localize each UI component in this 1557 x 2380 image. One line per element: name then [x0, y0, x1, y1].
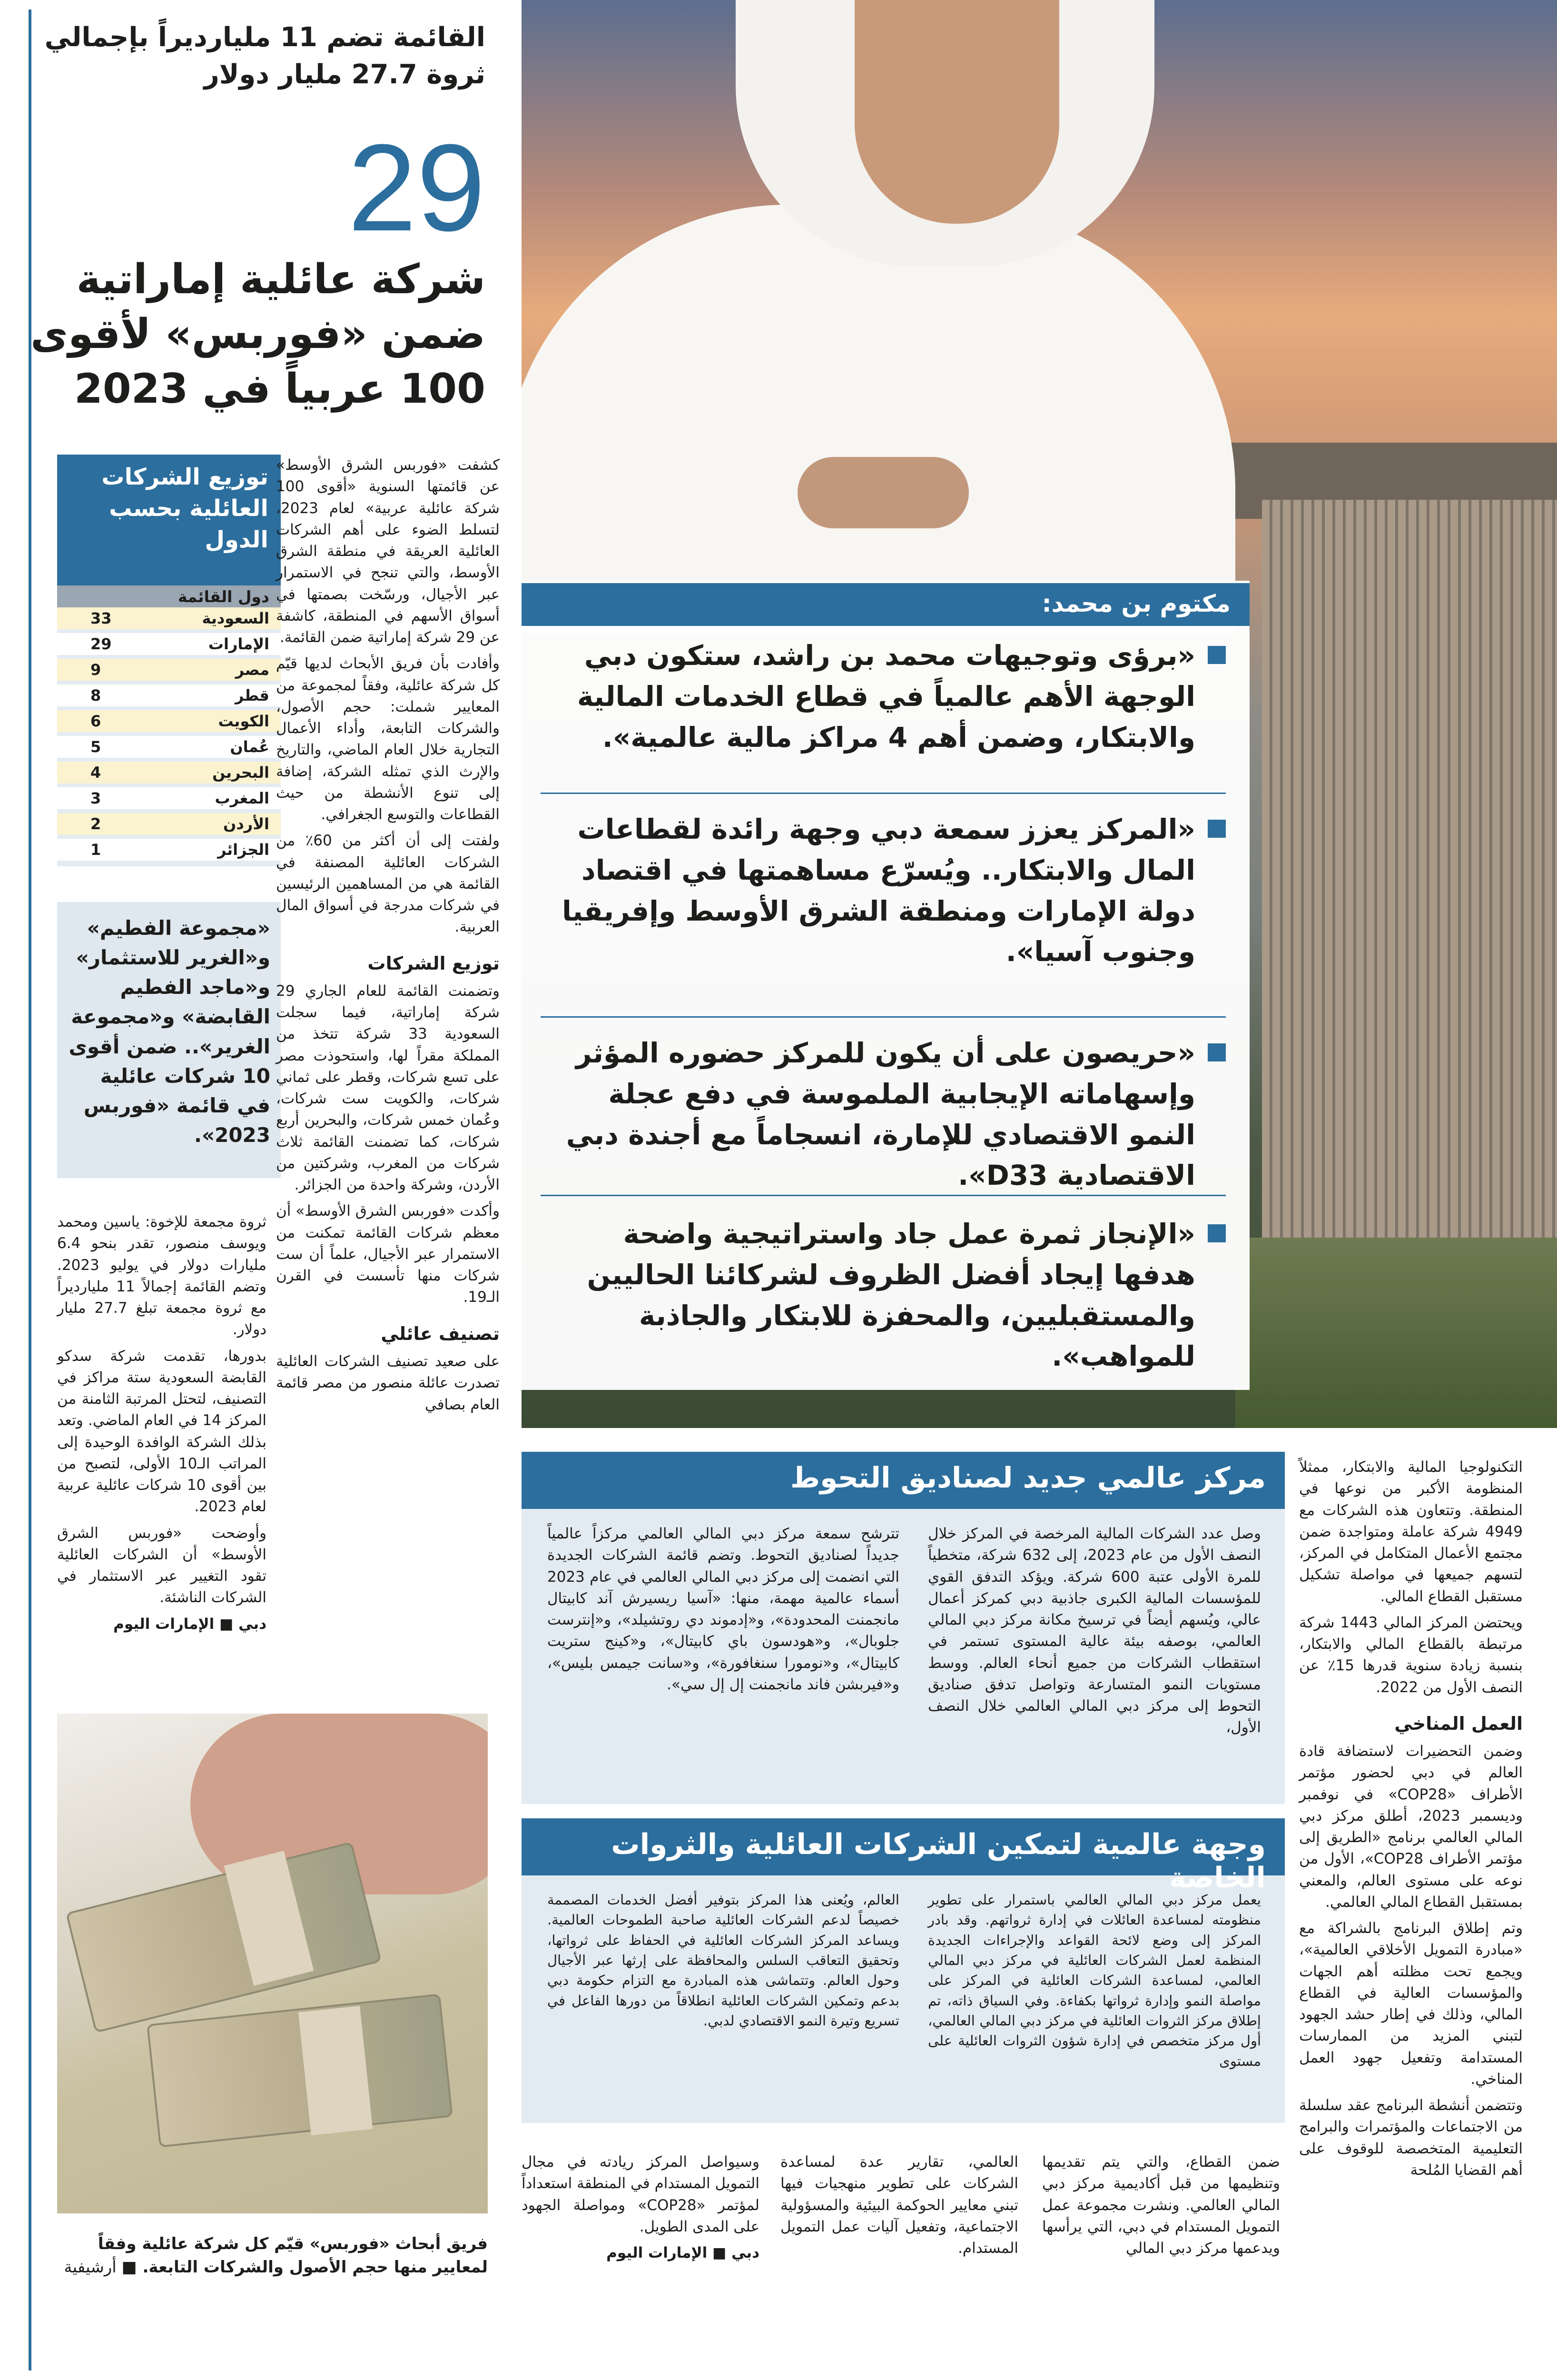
paragraph: ولفتت إلى أن أكثر من 60٪ من الشركات العائلية المصنفة في القائمة هي من المساهمين الرئيسين في شركات مدرجة في أسواق المال العربية. — [276, 832, 500, 936]
headline: شركة عائلية إماراتية ضمن «فوربس» لأقوى 100 عربياً في 2023 — [30, 256, 485, 413]
bottom-col-3 — [522, 2152, 759, 2264]
quote-header: مكتوم بن محمد: — [522, 583, 1250, 626]
stats-row — [57, 762, 281, 783]
person-hands — [798, 457, 969, 528]
country-name: الأردن — [223, 815, 269, 833]
subheading: توزيع الشركات — [367, 952, 500, 974]
paragraph: وأوضحت «فوربس الشرق الأوسط» أن الشركات العائلية تقود التغيير عبر الاستثمار في الشركات الناشئة. — [57, 1524, 266, 1606]
country-name: عُمان — [230, 738, 269, 756]
stats-row — [57, 684, 281, 706]
stats-header: دول القائمة — [57, 585, 281, 607]
paragraph: ثروة مجمعة للإخوة: ياسين ومحمد ويوسف منصور، تقدر بنحو 6.4 مليارات دولار في يوليو 2023. وتضم القائمة إجمالاً 11 مليارديراً مع ثروة مجمعة تبلغ 27.7 مليار دولار. — [57, 1213, 266, 1339]
subheading: العمل المناخي — [1394, 1713, 1523, 1734]
subheading: تصنيف عائلي — [381, 1323, 500, 1344]
quote-2 — [541, 809, 1226, 972]
stats-row — [57, 633, 281, 655]
bottom-col-1: ضمن القطاع، والتي يتم تقديمها وتنظيمها من قبل أكاديمية مركز دبي المالي العالمي. ونشرت مجموعة عمل التمويل المستدام في دبي، التي يرأسها ويدعمها مركز دبي المالي — [1042, 2153, 1280, 2257]
quote-1 — [541, 635, 1226, 758]
paragraph: وتتضمن أنشطة البرنامج عقد سلسلة من الاجتماعات والمؤتمرات والبرامج التعليمية المتخصصة للوقوف على أهم القضايا المُلحة — [1299, 2097, 1523, 2179]
article-column-2 — [57, 1211, 266, 1635]
paragraph: وأكدت «فوربس الشرق الأوسط» أن معظم شركات القائمة تمكنت من الاستمرار عبر الأجيال، علماً أن ست شركات منها تأسست في القرن الـ19. — [276, 1202, 500, 1306]
country-count: 3 — [90, 789, 101, 807]
country-name: المغرب — [215, 789, 269, 807]
stats-row — [57, 659, 281, 681]
country-count: 33 — [90, 609, 112, 627]
square-bullet-icon — [1208, 820, 1226, 838]
banknote-band — [298, 2006, 373, 2135]
country-count: 9 — [90, 661, 101, 679]
paragraph: التكنولوجيا المالية والابتكار، ممثلاً المنظومة الأكبر من نوعها في المنطقة. وتتعاون هذه الشركات مع 4949 شركة عاملة ومتواجدة ضمن مجتمع الأعمال المتكامل في المركز، لتسهم جميعها في مواصلة تشكيل مستقبل القطاع المالي. — [1299, 1458, 1523, 1605]
building-facade — [1262, 500, 1557, 1285]
article-column-1 — [276, 455, 500, 1420]
country-count: 4 — [90, 764, 101, 782]
country-name: الإمارات — [208, 635, 269, 653]
section-title: وجهة عالمية لتمكين الشركات العائلية والثروات الخاصة — [522, 1818, 1285, 1875]
quote-2-text: «المركز يعزز سمعة دبي وجهة رائدة لقطاعات المال والابتكار.. ويُسرّع مساهمتها في اقتصاد دولة الإمارات ومنطقة الشرق الأوسط وإفريقيا وجنوب آسيا». — [562, 813, 1195, 968]
money-photo — [57, 1714, 488, 2213]
section1-col1: وصل عدد الشركات المالية المرخصة في المركز خلال النصف الأول من عام 2023، إلى 632 شركة، متخطياً للمرة الأولى عتبة 600 شركة. ويؤكد التدفق القوي للمؤسسات المالية الكبرى جاذبية دبي كمركز أعمال عالي، ويُسهم أيضاً في ترسيخ مكانة مركز دبي المالي العالمي، بوصفه بيئة عالية المستوى تستمر في استقطاب الشركات من جميع أنحاء العالم. ووسط مستويات النمو المتسارعة وتواصل تدفق صناديق التحوط إلى مركز دبي المالي العالمي خلال النصف الأول، — [928, 1525, 1261, 1736]
country-name: الجزائر — [217, 841, 269, 859]
stats-row — [57, 813, 281, 835]
paragraph: كشفت «فوربس الشرق الأوسط» عن قائمتها السنوية «أقوى 100 شركة عائلية عربية» لعام 2023، لتسلط الضوء على أهم الشركات العائلية العريقة في منطقة الشرق الأوسط، والتي تنجح في الاستمرار عبر الأجيال، ورسّخت بصمتها في أسواق الأسهم في المنطقة، كاشفة عن 29 شركة إماراتية ضمن القائمة. — [276, 456, 500, 646]
paragraph: وضمن التحضيرات لاستضافة قادة العالم في دبي لحضور مؤتمر الأطراف «COP28» في نوفمبر وديسمبر 2023، أطلق مركز دبي المالي العالمي برنامج «الطريق إلى مؤتمر الأطراف COP28»، الأول من نوعه على مستوى العالم، والمعني بمستقبل القطاع المالي العالمي. — [1299, 1743, 1523, 1911]
lawn — [1235, 1238, 1557, 1428]
country-name: مصر — [235, 661, 269, 679]
bottom-col-2: العالمي، تقارير عدة لمساعدة الشركات على تطوير منهجيات فيها تبني معايير الحوكمة البيئية والمسؤولية الاجتماعية، وتفعيل آليات عمل التمويل المستدام. — [780, 2153, 1018, 2257]
square-bullet-icon — [1208, 1043, 1226, 1061]
section2-col2: العالم، ويُعنى هذا المركز بتوفير أفضل الخدمات المصممة خصيصاً لدعم الشركات العائلية صاحبة الطموحات العالمية. ويساعد المركز الشركات العائلية في الحفاظ على ثرواتها، وتحقيق التعاقب السلس والمحافظة على إرثها عبر الأجيال وحول العالم. وتتماشى هذه المبادرة مع التزام حكومة دبي بدعم وتمكين الشركات العائلية انطلاقاً من دورها الفاعل في تسريع وتيرة النمو الاقتصادي لدبي. — [547, 1892, 899, 2029]
headline-number: 29 — [347, 119, 485, 257]
quote-3 — [541, 1033, 1226, 1196]
country-count: 1 — [90, 841, 101, 859]
highlight-box: «مجموعة الفطيم» و«الغرير للاستثمار» و«ماجد الفطيم القابضة» و«مجموعة الغرير».. ضمن أقوى 10 شركات عائلية في قائمة «فوربس 2023». — [57, 902, 281, 1178]
square-bullet-icon — [1208, 646, 1226, 664]
caption-text: فريق أبحاث «فوربس» قيّم كل شركة عائلية وفقاً لمعايير منها حجم الأصول والشركات التابعة. — [98, 2234, 488, 2277]
paragraph: وتضمنت القائمة للعام الجاري 29 شركة إماراتية، فيما سجلت السعودية 33 شركة تتخذ من المملكة مقراً لها، واستحوذت مصر على تسع شركات، وقطر على ثماني شركات، والكويت ست شركات، وعُمان خمس شركات، والبحرين أربع شركات، كما تضمنت القائمة ثلاث شركات من المغرب، وشركتين من الأردن، وشركة واحدة من الجزائر. — [276, 982, 500, 1194]
stats-row — [57, 787, 281, 809]
country-count: 5 — [90, 738, 101, 756]
photo-credit: ■ أرشيفية — [64, 2258, 137, 2277]
quote-1-text: «برؤى وتوجيهات محمد بن راشد، ستكون دبي الوجهة الأهم عالمياً في قطاع الخدمات المالية والابتكار، وضمن أهم 4 مراكز مالية عالمية». — [577, 639, 1195, 754]
country-name: السعودية — [202, 609, 269, 627]
country-name: قطر — [235, 686, 269, 704]
paragraph: وتم إطلاق البرنامج بالشراكة مع «مبادرة التمويل الأخلاقي العالمية»، ويجمع تحت مظلته أهم الجهات والمؤسسات العالية في القطاع المالي، وذلك في إطار حشد الجهود لتبني المزيد من الممارسات المستدامة وتفعيل جهود العمل المناخي. — [1299, 1920, 1523, 2088]
country-count: 8 — [90, 686, 101, 704]
stats-row — [57, 710, 281, 732]
quote-divider — [541, 1195, 1226, 1196]
quote-divider — [541, 1016, 1226, 1018]
country-count: 2 — [90, 815, 101, 833]
person-kandura — [522, 205, 1235, 633]
stats-title: توزيع الشركات العائلية بحسب الدول — [57, 455, 281, 585]
country-count: 6 — [90, 712, 101, 730]
article-signature: دبي ■ الإمارات اليوم — [113, 1615, 266, 1633]
quote-4-text: «الإنجاز ثمرة عمل جاد واستراتيجية واضحة هدفها إيجاد أفضل الظروف لشركائنا الحاليين والمستقبليين، والمحفزة للابتكار والجاذبة للمواهب». — [587, 1218, 1195, 1373]
person-face — [855, 0, 1059, 224]
section-title: مركز عالمي جديد لصناديق التحوط — [522, 1452, 1285, 1509]
article-column-right — [1299, 1457, 1523, 2186]
subtitle: القائمة تضم 11 مليارديراً بإجمالي ثروة 27.7 مليار دولار — [44, 22, 485, 90]
country-name: الكويت — [218, 712, 269, 730]
stats-row — [57, 607, 281, 629]
article-signature: دبي ■ الإمارات اليوم — [606, 2244, 759, 2261]
quote-4 — [541, 1214, 1226, 1377]
stats-row — [57, 839, 281, 861]
photo-caption — [57, 2232, 488, 2280]
paragraph: بدورها، تقدمت شركة سدكو القابضة السعودية ستة مراكز في التصنيف، لتحتل المرتبة الثامنة من المركز 14 في العام الماضي. وتعد بذلك الشركة الوافدة الوحيدة إلى المراتب الـ10 الأولى، لتصبح من بين أقوى 10 شركات عائلية عربية لعام 2023. — [57, 1347, 267, 1516]
stats-row — [57, 736, 281, 758]
quote-divider — [541, 793, 1226, 794]
paragraph: على صعيد تصنيف الشركات العائلية تصدرت عائلة منصور من مصر قائمة العام بصافي — [276, 1353, 500, 1413]
country-name: البحرين — [212, 764, 269, 782]
paragraph: وأفادت بأن فريق الأبحاث لديها قيّم كل شركة عائلية، وفقاً لمجموعة من المعايير شملت: حجم الأصول، والشركات التابعة، وأداء الأعمال التجارية خلال العام الماضي، والتاريخ والإرث الذي تمثله الشركة، إضافة إلى تنوع الأنشطة من حيث القطاعات والتوسع الجغرافي. — [276, 655, 500, 823]
quote-3-text: «حريصون على أن يكون للمركز حضوره المؤثر وإسهاماته الإيجابية الملموسة في دفع عجلة النمو الاقتصادي للإمارة، انسجاماً مع أجندة دبي الاقتصادية D33». — [566, 1037, 1195, 1192]
paragraph: وسيواصل المركز ريادته في مجال التمويل المستدام في المنطقة استعداداً لمؤتمر «COP28» ومواصلة الجهود على المدى الطويل. — [522, 2153, 759, 2235]
section1-col2: تترشح سمعة مركز دبي المالي العالمي مركزاً عالمياً جديداً لصناديق التحوط. وتضم قائمة الشركات الجديدة التي انضمت إلى مركز دبي المالي العالمي في عام 2023 أسماء عالمية مهمة، منها: «آسيا ريسيرش آند كابيتال مانجمنت المحدودة»، و«إدموند دي روتشيلد»، و«إنترست جلوبال»، و«هودسون باي كابيتال»، و«كينج ستريت كابيتال»، و«نومورا سنغافورة»، و«سانت جيمس بليس»، و«فيربشن فاند مانجمنت إل إل سي». — [547, 1525, 899, 1693]
square-bullet-icon — [1208, 1224, 1226, 1242]
paragraph: ويحتضن المركز المالي 1443 شركة مرتبطة بالقطاع المالي والابتكار، بنسبة زيادة سنوية قدرها 15٪ عن النصف الأول من 2022. — [1299, 1614, 1523, 1696]
country-count: 29 — [90, 635, 112, 653]
section2-col1: يعمل مركز دبي المالي العالمي باستمرار على تطوير منظومته لمساعدة العائلات في إدارة ثرواتهم. وقد بادر المركز إلى وضع لائحة القواعد والإجراءات الجديدة المنظمة لعمل الشركات العائلية في مركز دبي المالي العالمي، لمساعدة الشركات العائلية في المركز على مواصلة النمو وإدارة ثرواتها بكفاءة. وفي السياق ذاته، تم إطلاق مركز الثروات العائلية في مركز دبي المالي العالمي، أول مركز متخصص في إدارة شؤون الثروات العائلية على مستوى — [928, 1892, 1261, 2069]
